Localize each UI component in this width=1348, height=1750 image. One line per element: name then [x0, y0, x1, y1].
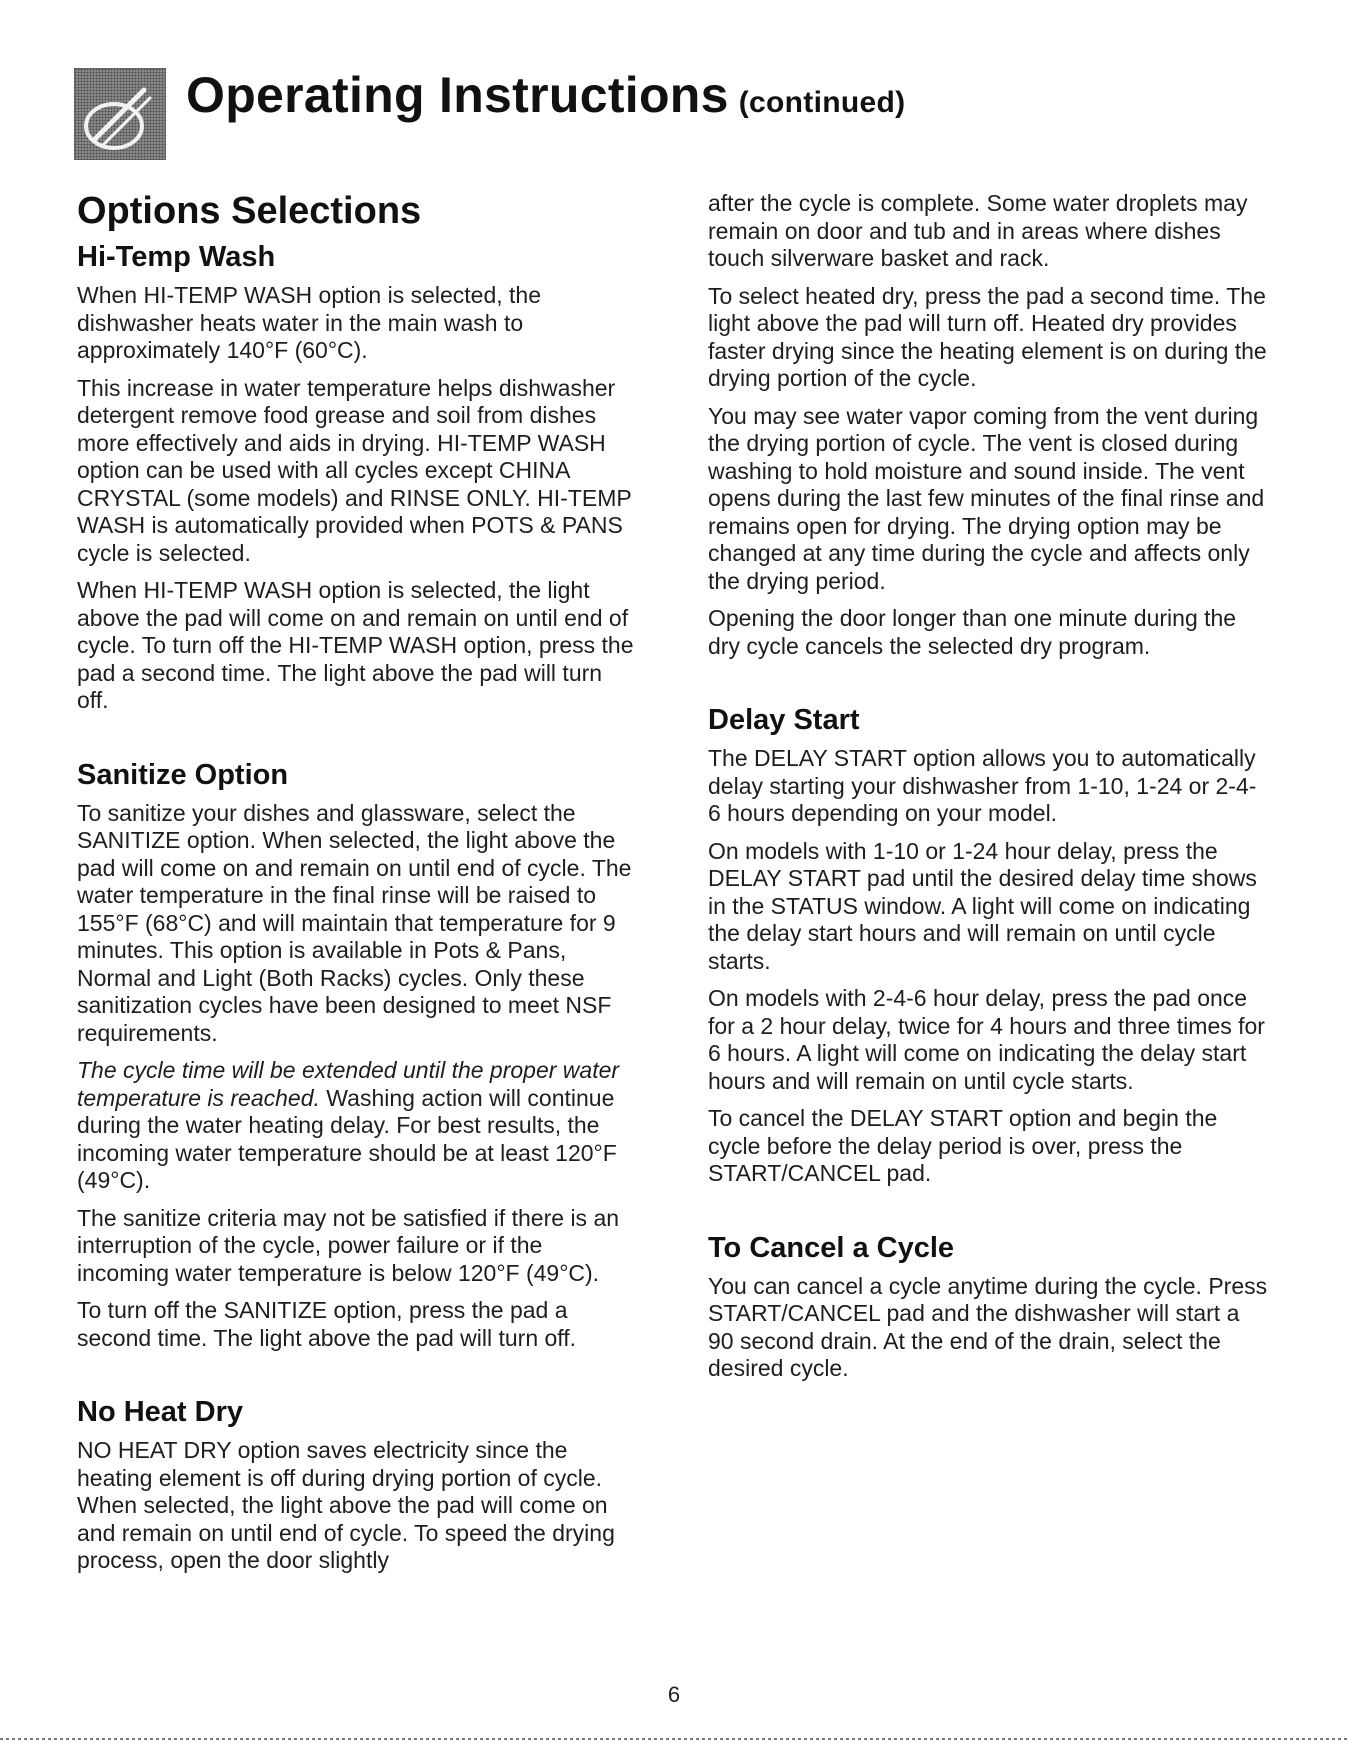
vent-paragraph: You may see water vapor coming from the vent during the drying portion of cycle. The vent is closed during washing to hold moisture and sound inside. The vent opens during the last few minutes of the final rinse and remains open for drying. The drying option may be changed at any time during the cycle and affects only the drying period. — [708, 402, 1265, 594]
hi-temp-wash-heading: Hi-Temp Wash — [77, 241, 276, 273]
dry-paragraph-continued: after the cycle is complete. Some water droplets may remain on door and tub and in areas where dishes touch silverware basket and rack. — [708, 190, 1248, 271]
delay-start-paragraph-1: The DELAY START option allows you to automatically delay starting your dishwasher from 1-10, 1-24 or 2-4-6 hours depending on your model. — [708, 745, 1257, 826]
cancel-cycle-paragraph-1: You can cancel a cycle anytime during the cycle. Press START/CANCEL pad and the dishwasher will start a 90 second drain. At the end of the drain, select the desired cycle. — [708, 1272, 1268, 1381]
hi-temp-paragraph-1: When HI-TEMP WASH option is selected, the dishwasher heats water in the main wash to approximately 140°F (60°C). — [77, 282, 542, 363]
right-column — [708, 190, 1268, 1393]
sanitize-italic-note: The cycle time will be extended until the proper water temperature is reached. — [77, 1057, 620, 1111]
title-text: Operating Instructions — [186, 67, 729, 123]
no-heat-dry-heading: No Heat Dry — [77, 1396, 243, 1428]
heated-dry-paragraph: To select heated dry, press the pad a second time. The light above the pad will turn off. Heated dry provides faster drying since the heating element is on during the drying portion of the cycle. — [708, 282, 1267, 391]
delay-start-paragraph-2: On models with 1-10 or 1-24 hour delay, press the DELAY START pad until the desired delay time shows in the STATUS window. A light will come on indicating the delay start hours and will remain on until cycle starts. — [708, 837, 1257, 974]
cancel-cycle-heading: To Cancel a Cycle — [708, 1231, 955, 1264]
delay-start-paragraph-3: On models with 2-4-6 hour delay, press the pad once for a 2 hour delay, twice for 4 hours and three times for 6 hours. A light will come on indicating the delay start hours and will remain on until cycle starts. — [708, 985, 1265, 1094]
no-heat-dry-paragraph-1: NO HEAT DRY option saves electricity since the heating element is off during drying portion of cycle. When selected, the light above the pad will come on and remain on until end of cycle. To speed the drying process, open the door slightly — [77, 1437, 615, 1573]
delay-start-section — [708, 704, 1268, 1188]
sanitize-option-section — [77, 759, 637, 1353]
page-title — [186, 66, 905, 124]
hi-temp-paragraph-3: When HI-TEMP WASH option is selected, the light above the pad will come on and remain on until end of cycle. To turn off the HI-TEMP WASH option, press the pad a second time. The light above the pad will turn off. — [77, 577, 634, 713]
cancel-cycle-section — [708, 1232, 1268, 1383]
door-open-paragraph: Opening the door longer than one minute during the dry cycle cancels the selected dry program. — [708, 605, 1237, 659]
sanitize-paragraph-2 — [77, 1057, 637, 1195]
left-column — [77, 190, 637, 1585]
sanitize-option-heading: Sanitize Option — [77, 758, 289, 791]
sanitize-paragraph-3: The sanitize criteria may not be satisfied if there is an interruption of the cycle, power failure or if the incoming water temperature is below 120°F (49°C). — [77, 1204, 620, 1286]
no-heat-dry-section — [77, 1396, 637, 1575]
page-number: 6 — [667, 1682, 681, 1707]
title-continued: (continued) — [738, 86, 906, 119]
delay-start-paragraph-4: To cancel the DELAY START option and begin the cycle before the delay period is over, press the START/CANCEL pad. — [708, 1105, 1218, 1186]
delay-start-heading: Delay Start — [708, 704, 860, 736]
page-header — [74, 48, 1274, 168]
sanitize-note-rest: Washing action will continue during the water heating delay. For best results, the incoming water temperature should be at least 120°F (49°C). — [77, 1084, 617, 1193]
dishwasher-logo-icon — [74, 68, 166, 160]
bottom-divider — [0, 1738, 1348, 1740]
hi-temp-paragraph-2: This increase in water temperature helps dishwasher detergent remove food grease and soil from dishes more effectively and aids in drying. HI-TEMP WASH option can be used with all cycles except CHINA CRYSTAL (some models) and RINSE ONLY. HI-TEMP WASH is automatically provided when POTS & PANS cycle is selected. — [77, 374, 632, 566]
options-selections-heading: Options Selections — [77, 190, 422, 232]
sanitize-paragraph-4: To turn off the SANITIZE option, press the pad a second time. The light above the pad will turn off. — [77, 1297, 577, 1351]
hi-temp-wash-section — [77, 241, 637, 715]
sanitize-paragraph-1: To sanitize your dishes and glassware, select the SANITIZE option. When selected, the light above the pad will come on and remain on until end of cycle. The water temperature in the final rinse will be raised to 155°F (68°C) and will maintain that temperature for 9 minutes. This option is available in Pots & Pans, Normal and Light (Both Racks) cycles. Only these sanitization cycles have been designed to meet NSF requirements. — [77, 799, 632, 1046]
no-heat-dry-continued — [708, 190, 1268, 660]
